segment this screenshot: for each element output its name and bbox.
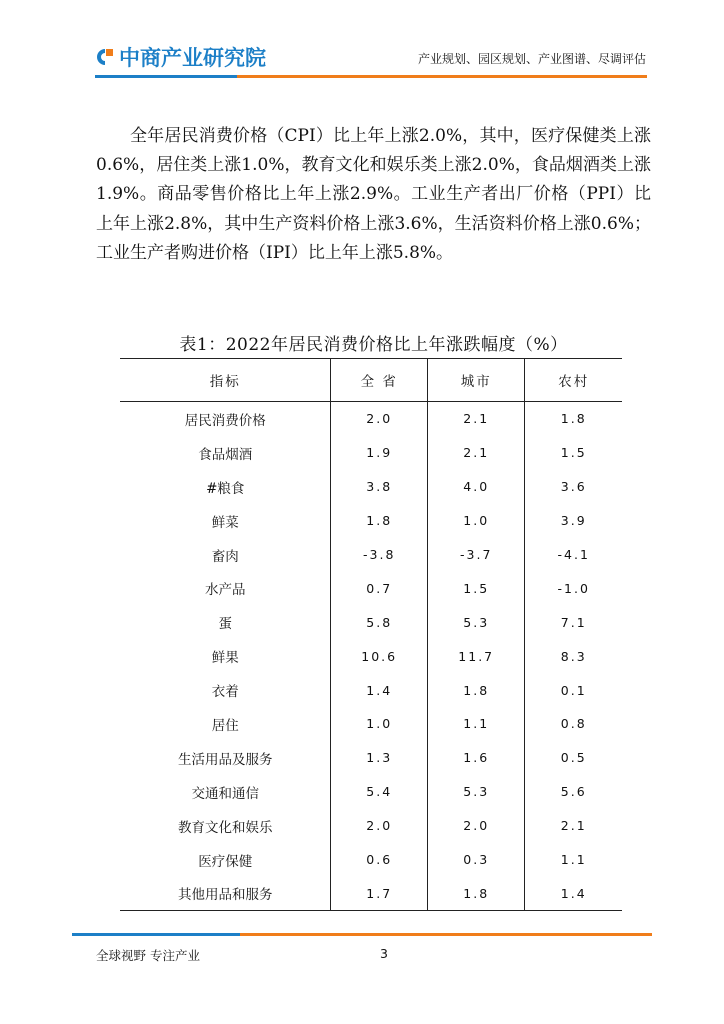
- table-row: [120, 673, 622, 707]
- company-logo: [95, 42, 266, 72]
- cell-province: 3.8: [331, 470, 428, 504]
- cell-indicator: 衣着: [211, 684, 239, 701]
- cell-urban: 2.1: [427, 436, 525, 470]
- cell-urban: -3.7: [427, 538, 525, 572]
- cell-indicator: 居住: [211, 717, 239, 734]
- table-row: [120, 538, 622, 572]
- cell-urban: 1.5: [427, 571, 525, 605]
- page-number: 3: [380, 946, 388, 961]
- table-title: 表1：2022年居民消费价格比上年涨跌幅度（%）: [179, 335, 568, 355]
- cell-province: -3.8: [331, 538, 428, 572]
- cell-province: 5.8: [331, 605, 428, 639]
- body-paragraph: [96, 122, 651, 268]
- cell-indicator: 鲜果: [211, 650, 239, 667]
- table-row: [120, 571, 622, 605]
- header-rural: 农村: [525, 359, 622, 402]
- cell-urban: 1.6: [427, 741, 525, 775]
- cell-urban: 1.0: [427, 504, 525, 538]
- table-row: [120, 639, 622, 673]
- footer-divider-blue: [72, 933, 240, 936]
- table-row: [120, 809, 622, 843]
- cell-province: 1.9: [331, 436, 428, 470]
- cell-indicator: 生活用品及服务: [177, 751, 273, 768]
- header-indicator: 指标: [209, 374, 241, 390]
- table-row: [120, 436, 622, 470]
- paragraph-text: 全年居民消费价格（CPI）比上年上涨2.0%，其中，医疗保健类上涨0.6%，居住类上涨1.0%，教育文化和娱乐类上涨2.0%，食品烟酒类上涨1.9%。商品零售价格比上年上涨2.9%。工业生产者出厂价格（PPI）比上年上涨2.8%，其中生产资料价格上涨3.6%，生活资料价格上涨0.6%；工业生产者购进价格（IPI）比上年上涨5.8%。: [96, 126, 651, 263]
- logo-mark-icon: [95, 47, 115, 67]
- cell-province: 10.6: [331, 639, 428, 673]
- cell-urban: 0.3: [427, 843, 525, 877]
- table-row: [120, 504, 622, 538]
- cell-rural: 0.8: [525, 707, 622, 741]
- cell-rural: 1.1: [525, 843, 622, 877]
- table-row: [120, 402, 622, 436]
- cell-province: 1.8: [331, 504, 428, 538]
- cell-indicator: 教育文化和娱乐: [177, 819, 273, 836]
- cell-rural: 7.1: [525, 605, 622, 639]
- header-urban: 城市: [427, 359, 525, 402]
- cell-urban: 1.1: [427, 707, 525, 741]
- table-row: [120, 775, 622, 809]
- cell-rural: 1.4: [525, 876, 622, 910]
- table-row: [120, 876, 622, 910]
- cell-indicator: 交通和通信: [191, 785, 259, 802]
- footer-divider-orange: [240, 933, 652, 936]
- table-row: [120, 707, 622, 741]
- cell-urban: 5.3: [427, 605, 525, 639]
- header-divider-orange: [237, 75, 647, 78]
- cell-rural: -1.0: [525, 571, 622, 605]
- header-province: 全 省: [331, 359, 428, 402]
- cell-province: 1.7: [331, 876, 428, 910]
- cell-indicator: 水产品: [204, 582, 246, 599]
- cell-urban: 2.1: [427, 402, 525, 436]
- cell-urban: 11.7: [427, 639, 525, 673]
- cell-rural: 2.1: [525, 809, 622, 843]
- header-tagline: 产业规划、园区规划、产业图谱、尽调评估: [417, 52, 646, 66]
- cell-province: 0.7: [331, 571, 428, 605]
- cell-indicator: 其他用品和服务: [177, 887, 273, 904]
- cell-rural: 1.8: [525, 402, 622, 436]
- cell-rural: 0.5: [525, 741, 622, 775]
- cell-rural: -4.1: [525, 538, 622, 572]
- cell-province: 5.4: [331, 775, 428, 809]
- table-row: [120, 605, 622, 639]
- cell-province: 1.3: [331, 741, 428, 775]
- cell-indicator: 畜肉: [211, 548, 239, 565]
- cell-indicator: 医疗保健: [198, 853, 253, 870]
- cell-province: 2.0: [331, 809, 428, 843]
- table-body: [120, 402, 622, 911]
- cell-province: 0.6: [331, 843, 428, 877]
- cell-indicator: 食品烟酒: [198, 446, 253, 463]
- cell-rural: 5.6: [525, 775, 622, 809]
- cell-urban: 4.0: [427, 470, 525, 504]
- cell-province: 1.4: [331, 673, 428, 707]
- cell-urban: 5.3: [427, 775, 525, 809]
- cell-urban: 2.0: [427, 809, 525, 843]
- header-divider-blue: [95, 75, 237, 78]
- cell-rural: 8.3: [525, 639, 622, 673]
- cell-indicator: 蛋: [218, 616, 232, 633]
- page-header: [0, 0, 724, 90]
- table-header-row: [120, 359, 622, 402]
- cell-rural: 3.6: [525, 470, 622, 504]
- cell-urban: 1.8: [427, 876, 525, 910]
- table-row: [120, 470, 622, 504]
- cell-rural: 1.5: [525, 436, 622, 470]
- cell-rural: 3.9: [525, 504, 622, 538]
- cpi-table: [120, 358, 622, 911]
- cell-indicator: #粮食: [206, 480, 245, 497]
- cell-indicator: 鲜菜: [211, 514, 239, 531]
- cell-urban: 1.8: [427, 673, 525, 707]
- footer-slogan: 全球视野 专注产业: [96, 948, 200, 963]
- logo-text: 中商产业研究院: [119, 46, 266, 70]
- cell-province: 1.0: [331, 707, 428, 741]
- table-row: [120, 741, 622, 775]
- cell-province: 2.0: [331, 402, 428, 436]
- cell-rural: 0.1: [525, 673, 622, 707]
- cell-indicator: 居民消费价格: [184, 412, 266, 429]
- table-row: [120, 843, 622, 877]
